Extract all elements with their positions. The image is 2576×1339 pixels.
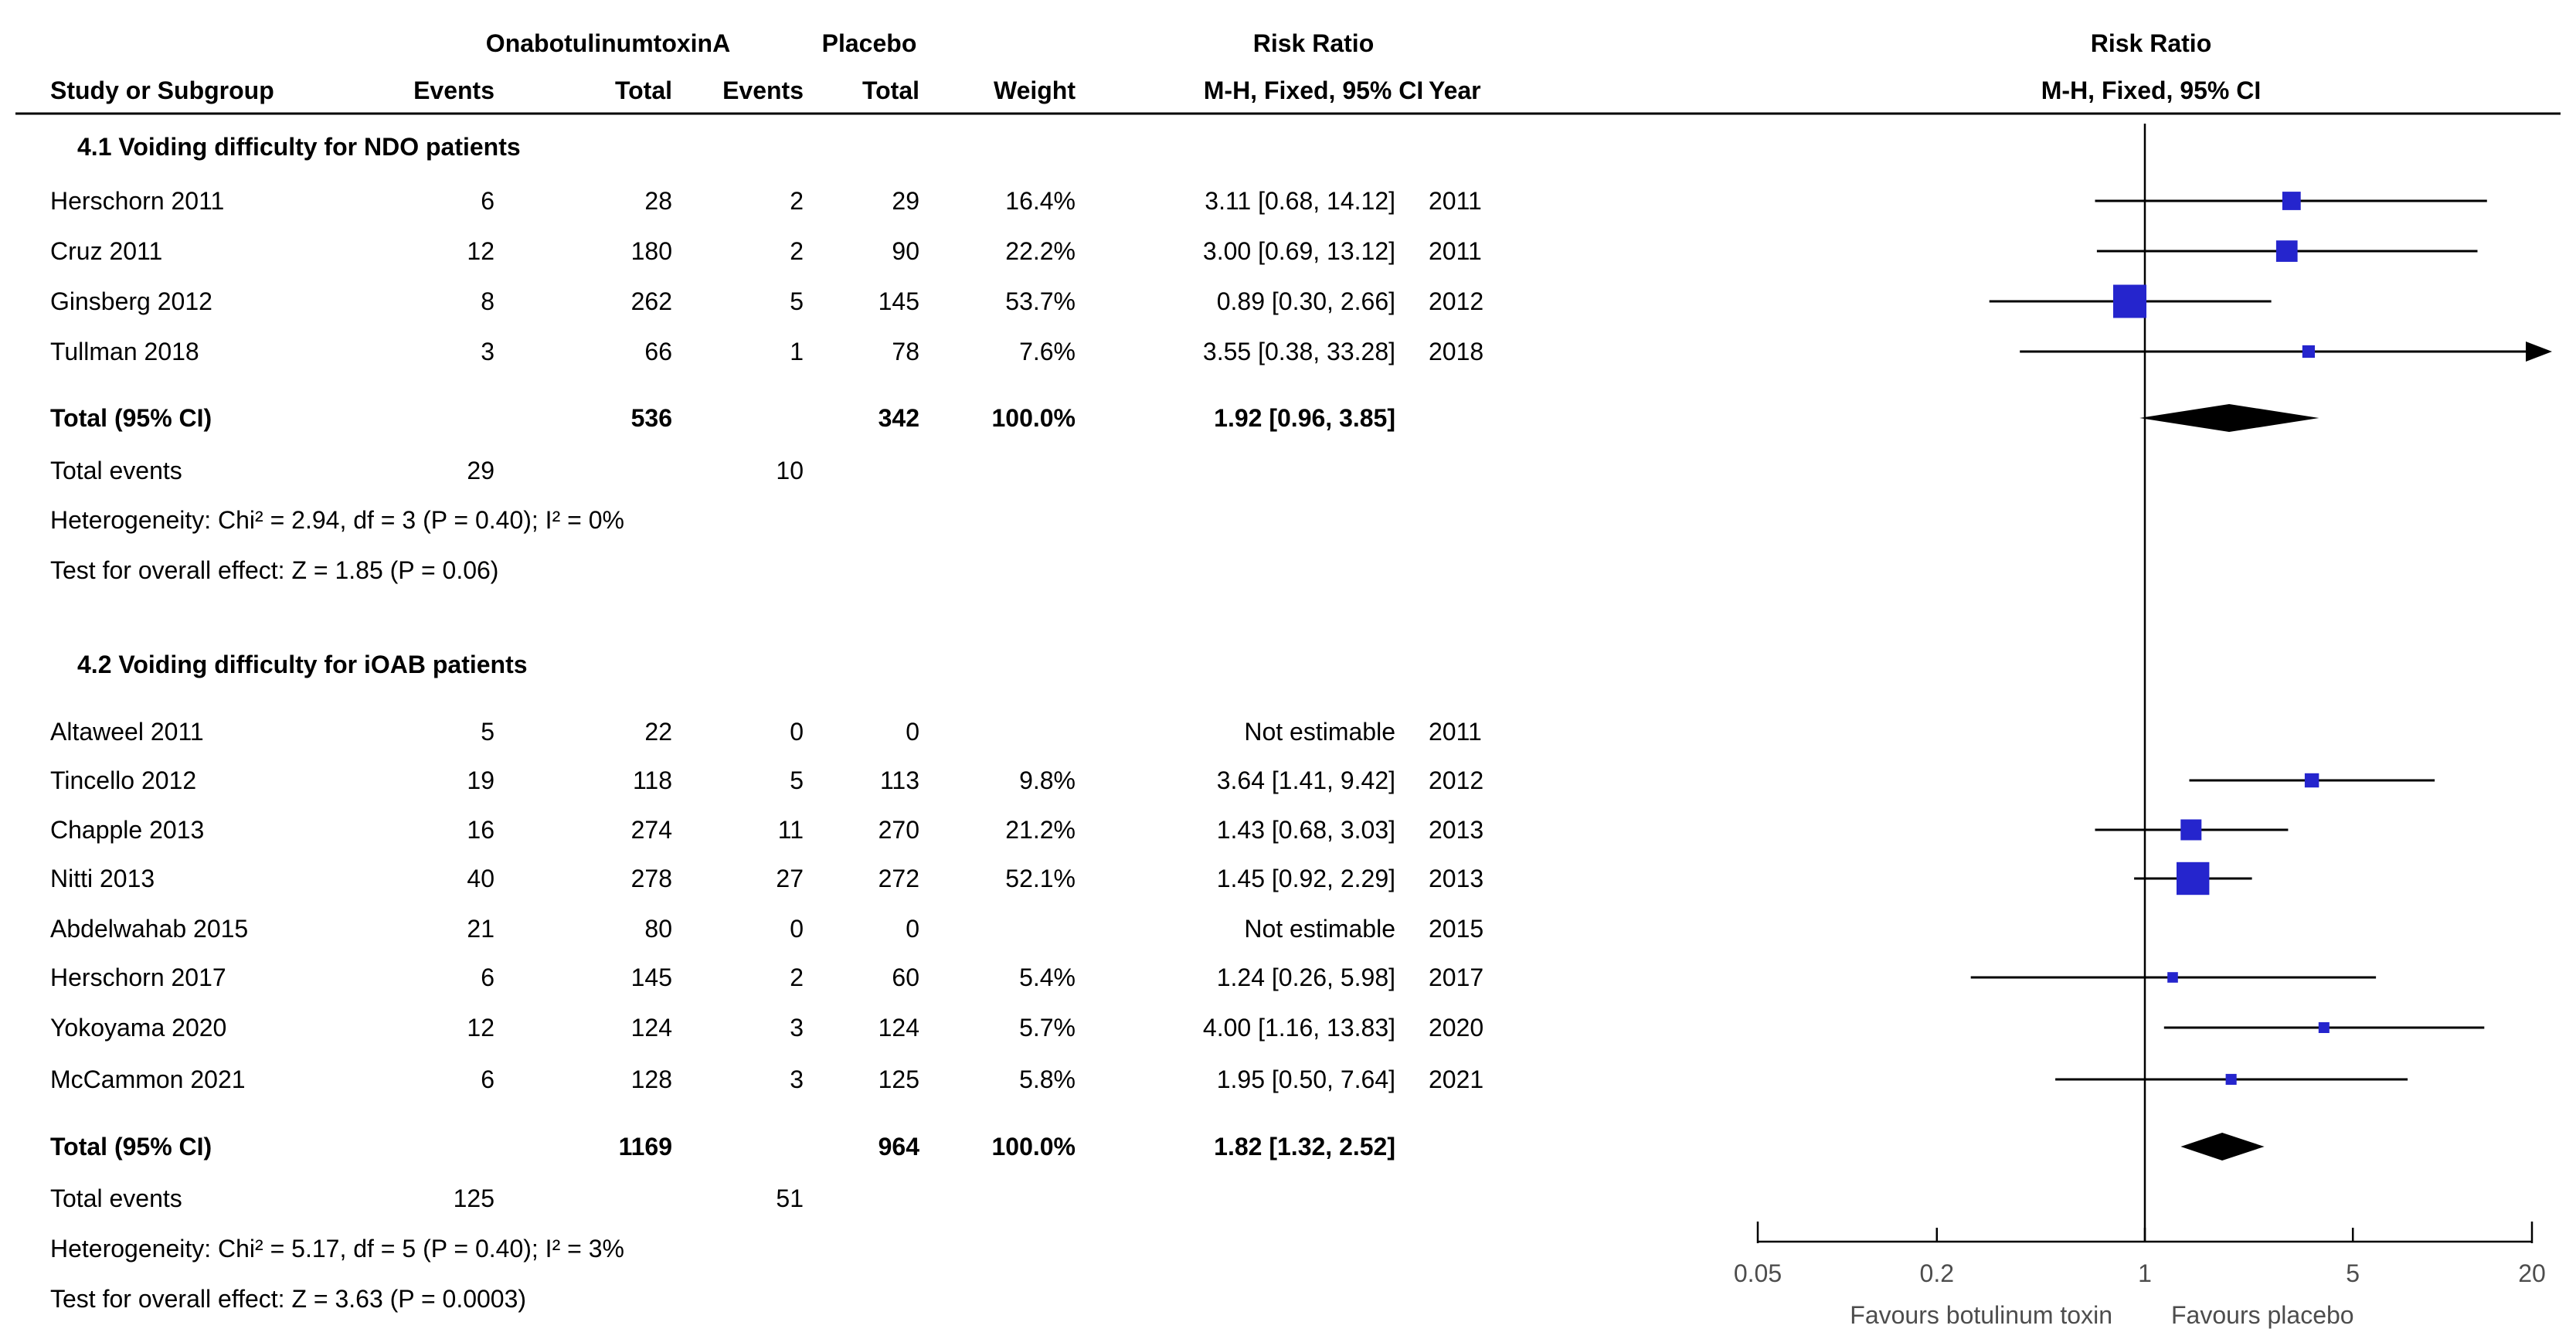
col-events-control: Events <box>722 76 804 104</box>
year-value: 2011 <box>1429 237 1482 265</box>
total-ci-text: 1.92 [0.96, 3.85] <box>1214 404 1395 432</box>
col-ci-plot: M-H, Fixed, 95% CI <box>2041 76 2262 104</box>
year-value: 2021 <box>1429 1065 1484 1093</box>
axis-tick-label: 1 <box>2138 1259 2152 1287</box>
events-control: 2 <box>790 187 804 215</box>
col-events-treatment: Events <box>413 76 494 104</box>
study-name: Ginsberg 2012 <box>50 287 212 315</box>
total-weight: 100.0% <box>991 404 1076 432</box>
study-name: McCammon 2021 <box>50 1065 246 1093</box>
subgroup-title: 4.1 Voiding difficulty for NDO patients <box>77 133 521 161</box>
ci-text: 3.00 [0.69, 13.12] <box>1202 237 1395 265</box>
total-treatment: 180 <box>630 237 672 265</box>
weight-value: 53.7% <box>1005 287 1076 315</box>
effect-marker <box>2282 192 2301 210</box>
ci-arrow-right <box>2526 342 2552 362</box>
total-control-sum: 342 <box>878 404 919 432</box>
col-weight: Weight <box>993 76 1076 104</box>
events-control: 0 <box>790 718 804 746</box>
favours-right-label: Favours placebo <box>2171 1301 2354 1329</box>
axis-tick-label: 0.05 <box>1733 1259 1782 1287</box>
total-treatment: 274 <box>630 816 672 844</box>
total-control: 60 <box>892 963 919 991</box>
year-value: 2011 <box>1429 187 1482 215</box>
ci-text: Not estimable <box>1244 718 1395 746</box>
header-control-group: Placebo <box>821 29 917 57</box>
effect-marker <box>2276 240 2298 262</box>
total-events-label: Total events <box>50 457 182 484</box>
ci-text: 0.89 [0.30, 2.66] <box>1216 287 1395 315</box>
events-control: 5 <box>790 766 804 794</box>
events-treatment: 12 <box>467 1014 494 1042</box>
axis-tick-label: 0.2 <box>1919 1259 1955 1287</box>
effect-marker <box>2305 773 2319 787</box>
weight-value: 5.4% <box>1019 963 1076 991</box>
total-control: 0 <box>906 915 919 943</box>
total-control: 113 <box>879 766 919 794</box>
weight-value: 21.2% <box>1005 816 1076 844</box>
weight-value: 22.2% <box>1005 237 1076 265</box>
heterogeneity-text: Heterogeneity: Chi² = 2.94, df = 3 (P = 0.40); I² = 0% <box>50 506 624 534</box>
total-events-label: Total events <box>50 1184 182 1212</box>
col-total-control: Total <box>861 76 919 104</box>
total-label: Total (95% CI) <box>50 404 212 432</box>
effect-marker <box>2226 1074 2237 1085</box>
weight-value: 5.7% <box>1019 1014 1076 1042</box>
ci-text: 4.00 [1.16, 13.83] <box>1202 1014 1395 1042</box>
events-control: 2 <box>790 963 804 991</box>
year-value: 2011 <box>1429 718 1482 746</box>
total-events-treatment: 29 <box>467 457 494 484</box>
total-control: 78 <box>892 338 919 365</box>
events-control: 0 <box>790 915 804 943</box>
total-control: 270 <box>878 816 919 844</box>
axis-tick-label: 5 <box>2346 1259 2360 1287</box>
total-treatment: 124 <box>630 1014 672 1042</box>
weight-value: 16.4% <box>1005 187 1076 215</box>
events-treatment: 40 <box>467 865 494 892</box>
effect-marker <box>2180 820 2201 841</box>
total-weight: 100.0% <box>991 1133 1076 1161</box>
total-treatment: 80 <box>644 915 672 943</box>
events-control: 27 <box>776 865 804 892</box>
year-value: 2017 <box>1429 963 1484 991</box>
study-name: Nitti 2013 <box>50 865 155 892</box>
year-value: 2015 <box>1429 915 1484 943</box>
events-treatment: 6 <box>481 1065 494 1093</box>
total-control: 125 <box>878 1065 919 1093</box>
total-control: 124 <box>878 1014 919 1042</box>
events-control: 3 <box>790 1014 804 1042</box>
axis-tick-label: 20 <box>2518 1259 2546 1287</box>
total-treatment: 145 <box>630 963 672 991</box>
study-name: Altaweel 2011 <box>50 718 204 746</box>
events-control: 3 <box>790 1065 804 1093</box>
total-treatment: 28 <box>644 187 672 215</box>
ci-text: 3.64 [1.41, 9.42] <box>1216 766 1395 794</box>
events-control: 2 <box>790 237 804 265</box>
total-ci-text: 1.82 [1.32, 2.52] <box>1214 1133 1395 1161</box>
effect-marker <box>2302 345 2315 358</box>
total-control: 145 <box>878 287 919 315</box>
total-diamond <box>2139 404 2319 432</box>
ci-text: 1.45 [0.92, 2.29] <box>1216 865 1395 892</box>
year-value: 2013 <box>1429 865 1484 892</box>
study-name: Herschorn 2017 <box>50 963 226 991</box>
events-treatment: 16 <box>467 816 494 844</box>
year-value: 2012 <box>1429 766 1484 794</box>
ci-text: Not estimable <box>1244 915 1395 943</box>
study-name: Chapple 2013 <box>50 816 205 844</box>
effect-marker <box>2319 1022 2330 1033</box>
weight-value: 7.6% <box>1019 338 1076 365</box>
overall-effect-text: Test for overall effect: Z = 3.63 (P = 0.0003) <box>50 1285 527 1313</box>
year-value: 2013 <box>1429 816 1484 844</box>
col-ci: M-H, Fixed, 95% CI <box>1203 76 1424 104</box>
year-value: 2018 <box>1429 338 1484 365</box>
header-treatment-group: OnabotulinumtoxinA <box>485 29 731 57</box>
study-name: Cruz 2011 <box>50 237 163 265</box>
overall-effect-text: Test for overall effect: Z = 1.85 (P = 0.06) <box>50 556 499 584</box>
heterogeneity-text: Heterogeneity: Chi² = 5.17, df = 5 (P = 0.40); I² = 3% <box>50 1235 624 1263</box>
events-treatment: 8 <box>481 287 494 315</box>
total-control: 272 <box>878 865 919 892</box>
total-treatment-sum: 1169 <box>618 1133 672 1161</box>
effect-marker <box>2177 862 2209 895</box>
ci-text: 3.55 [0.38, 33.28] <box>1202 338 1395 365</box>
total-treatment: 22 <box>644 718 672 746</box>
study-name: Yokoyama 2020 <box>50 1014 227 1042</box>
study-name: Abdelwahab 2015 <box>50 915 249 943</box>
weight-value: 5.8% <box>1019 1065 1076 1093</box>
total-control: 90 <box>892 237 919 265</box>
study-name: Tincello 2012 <box>50 766 197 794</box>
total-label: Total (95% CI) <box>50 1133 212 1161</box>
events-control: 1 <box>790 338 804 365</box>
ci-text: 3.11 [0.68, 14.12] <box>1205 187 1395 215</box>
total-treatment: 118 <box>632 766 672 794</box>
weight-value: 52.1% <box>1005 865 1076 892</box>
ci-text: 1.24 [0.26, 5.98] <box>1216 963 1395 991</box>
total-treatment: 66 <box>644 338 672 365</box>
study-name: Tullman 2018 <box>50 338 199 365</box>
header-effect-measure: Risk Ratio <box>1252 29 1375 57</box>
total-treatment: 262 <box>630 287 672 315</box>
study-name: Herschorn 2011 <box>50 187 225 215</box>
events-control: 5 <box>790 287 804 315</box>
events-treatment: 3 <box>481 338 494 365</box>
events-treatment: 12 <box>467 237 494 265</box>
total-control: 29 <box>892 187 919 215</box>
events-treatment: 21 <box>467 915 494 943</box>
year-value: 2020 <box>1429 1014 1484 1042</box>
events-control: 11 <box>777 816 804 844</box>
total-events-control: 10 <box>776 457 804 484</box>
header-effect-measure-plot: Risk Ratio <box>2090 29 2212 57</box>
col-total-treatment: Total <box>614 76 672 104</box>
total-control: 0 <box>906 718 919 746</box>
events-treatment: 6 <box>481 187 494 215</box>
total-events-control: 51 <box>776 1184 804 1212</box>
total-control-sum: 964 <box>878 1133 919 1161</box>
ci-text: 1.95 [0.50, 7.64] <box>1216 1065 1395 1093</box>
events-treatment: 5 <box>481 718 494 746</box>
events-treatment: 6 <box>481 963 494 991</box>
total-treatment: 128 <box>630 1065 672 1093</box>
total-events-treatment: 125 <box>453 1184 494 1212</box>
events-treatment: 19 <box>467 766 494 794</box>
effect-marker <box>2167 972 2178 983</box>
total-diamond <box>2180 1133 2264 1161</box>
col-year: Year <box>1429 76 1481 104</box>
total-treatment: 278 <box>630 865 672 892</box>
col-study-or-subgroup: Study or Subgroup <box>50 76 274 104</box>
favours-left-label: Favours botulinum toxin <box>1850 1301 2112 1329</box>
ci-text: 1.43 [0.68, 3.03] <box>1216 816 1395 844</box>
total-treatment-sum: 536 <box>630 404 672 432</box>
effect-marker <box>2113 285 2146 318</box>
weight-value: 9.8% <box>1019 766 1076 794</box>
subgroup-title: 4.2 Voiding difficulty for iOAB patients <box>77 651 528 678</box>
year-value: 2012 <box>1429 287 1484 315</box>
